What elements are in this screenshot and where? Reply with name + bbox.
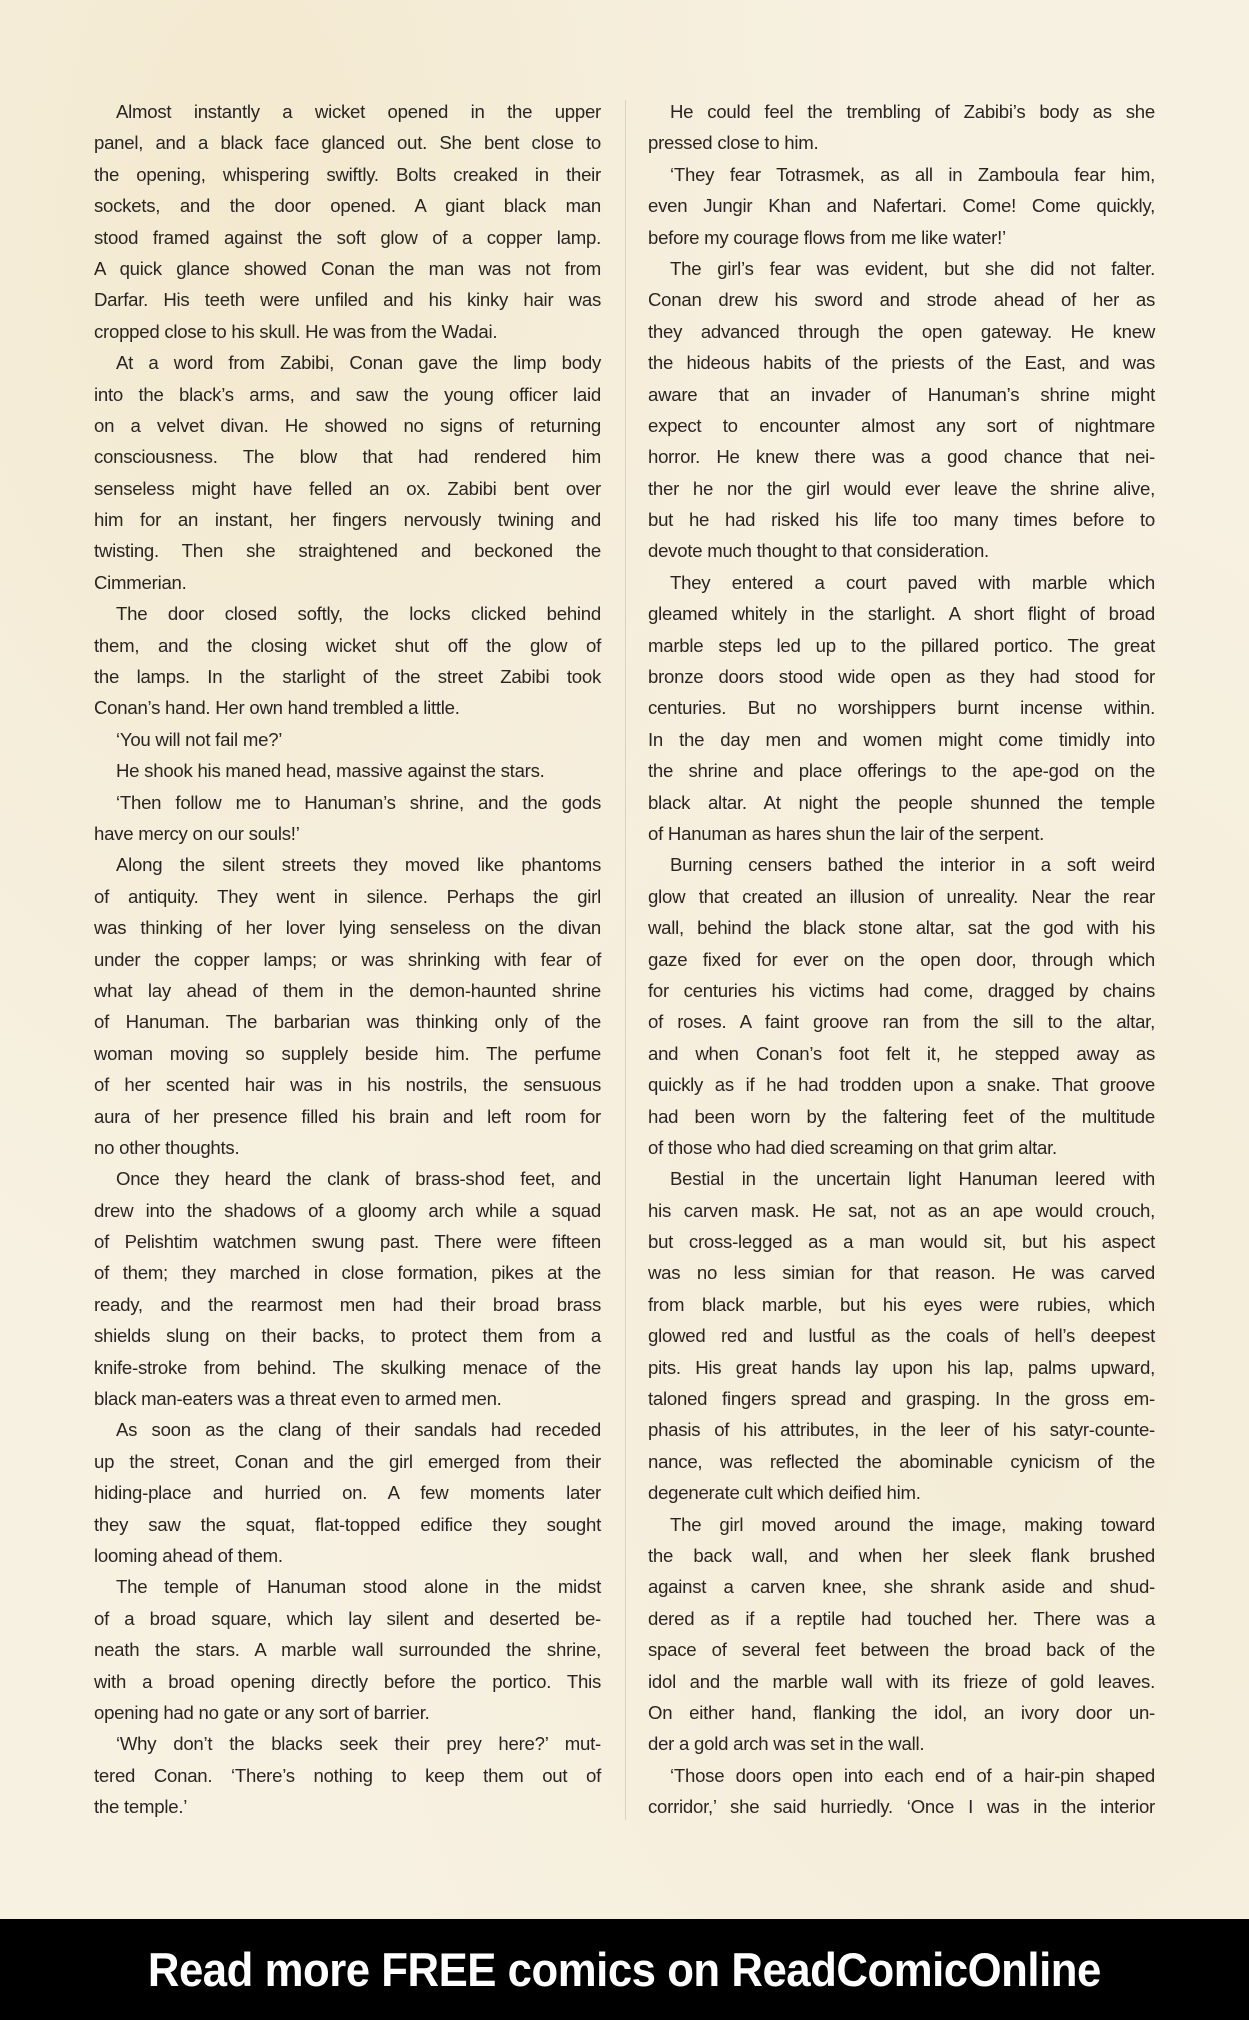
text-line: was thinking of her lover lying senseless on the divan (94, 917, 601, 939)
text-line: ‘You will not fail me?’ (116, 728, 283, 750)
paragraph (94, 755, 601, 786)
text-line: and when Conan’s foot felt it, he stepped away as (648, 1042, 1155, 1064)
text-line: The girl’s fear was evident, but she did not falter. (670, 257, 1155, 279)
text-line: of Hanuman. The barbarian was thinking only of the (94, 1011, 601, 1033)
text-line: Cimmerian. (94, 571, 187, 593)
text-line: him for an instant, her fingers nervously twining and (94, 509, 601, 531)
paragraph (94, 787, 601, 850)
paragraph (648, 1163, 1155, 1508)
paragraph (94, 347, 601, 598)
text-line: ‘Why don’t the blacks seek their prey here?’ mut- (116, 1733, 601, 1755)
text-line: of those who had died screaming on that grim altar. (648, 1136, 1057, 1158)
text-line: the hideous habits of the priests of the East, and was (648, 352, 1155, 374)
text-line: stood framed against the soft glow of a copper lamp. (94, 226, 601, 248)
paragraph (94, 96, 601, 347)
text-line: of roses. A faint groove ran from the sill to the altar, (648, 1011, 1155, 1033)
text-line: of Hanuman as hares shun the lair of the serpent. (648, 822, 1045, 844)
text-line: horror. He knew there was a good chance that nei- (648, 446, 1155, 468)
text-line: In the day men and women might come timidly into (648, 728, 1155, 750)
text-line: hiding-place and hurried on. A few moments later (94, 1482, 601, 1504)
paragraph (648, 849, 1155, 1163)
text-line: of her scented hair was in his nostrils, the sensuous (94, 1074, 601, 1096)
paragraph (94, 724, 601, 755)
text-line: consciousness. The blow that had rendered him (94, 446, 601, 468)
text-line: have mercy on our souls!’ (94, 822, 300, 844)
text-line: for centuries his victims had come, dragged by chains (648, 979, 1155, 1001)
paragraph (94, 1571, 601, 1728)
text-line: shields slung on their backs, to protect them from a (94, 1325, 601, 1347)
text-line: under the copper lamps; or was shrinking with fear of (94, 948, 601, 970)
text-line: Bestial in the uncertain light Hanuman leered with (670, 1168, 1155, 1190)
text-line: tered Conan. ‘There’s nothing to keep them out of (94, 1764, 601, 1786)
text-line: of antiquity. They went in silence. Perhaps the girl (94, 885, 601, 907)
paragraph (94, 1163, 601, 1414)
text-line: space of several feet between the broad back of the (648, 1639, 1155, 1661)
text-line: ready, and the rearmost men had their broad brass (94, 1293, 601, 1315)
text-line: devote much thought to that consideration. (648, 540, 989, 562)
text-line: Once they heard the clank of brass-shod feet, and (116, 1168, 601, 1190)
text-line: neath the stars. A marble wall surrounded the shrine, (94, 1639, 601, 1661)
text-line: The temple of Hanuman stood alone in the midst (116, 1576, 601, 1598)
text-line: corridor,’ she said hurriedly. ‘Once I was in the interior (648, 1796, 1155, 1818)
text-line: der a gold arch was set in the wall. (648, 1733, 925, 1755)
text-line: At a word from Zabibi, Conan gave the limp body (116, 352, 601, 374)
text-line: the back wall, and when her sleek flank brushed (648, 1544, 1155, 1566)
text-line: gleamed whitely in the starlight. A short flight of broad (648, 603, 1155, 625)
text-line: of them; they marched in close formation, pikes at the (94, 1262, 601, 1284)
text-line: Burning censers bathed the interior in a soft weird (670, 854, 1155, 876)
paragraph (94, 1728, 601, 1822)
paragraph (648, 1509, 1155, 1760)
text-line: panel, and a black face glanced out. She bent close to (94, 132, 601, 154)
text-line: but cross-legged as a man would sit, but his aspect (648, 1231, 1155, 1253)
text-line: they advanced through the open gateway. He knew (648, 320, 1155, 342)
text-line: aware that an invader of Hanuman’s shrine might (648, 383, 1155, 405)
text-line: knife-stroke from behind. The skulking menace of the (94, 1356, 601, 1378)
text-line: Along the silent streets they moved like phantoms (116, 854, 601, 876)
text-line: ther he nor the girl would ever leave the shrine alive, (648, 477, 1155, 499)
text-line: gaze fixed for ever on the open door, through which (648, 948, 1155, 970)
text-line: woman moving so supplely beside him. The perfume (94, 1042, 601, 1064)
text-line: drew into the shadows of a gloomy arch while a squad (94, 1199, 601, 1221)
paragraph (648, 253, 1155, 567)
text-line: senseless might have felled an ox. Zabibi bent over (94, 477, 601, 499)
text-line: with a broad opening directly before the portico. This (94, 1670, 601, 1692)
text-line: taloned fingers spread and grasping. In the gross em- (648, 1388, 1155, 1410)
text-line: glow that created an illusion of unreality. Near the rear (648, 885, 1155, 907)
paragraph (94, 849, 601, 1163)
paragraph (648, 1760, 1155, 1823)
text-line: the temple.’ (94, 1796, 188, 1818)
text-line: The door closed softly, the locks clicked behind (116, 603, 601, 625)
text-line: but he had risked his life too many times before to (648, 509, 1155, 531)
text-line: pressed close to him. (648, 132, 819, 154)
text-line: into the black’s arms, and saw the young officer laid (94, 383, 601, 405)
text-line: Darfar. His teeth were unfiled and his kinky hair was (94, 289, 601, 311)
paragraph (648, 96, 1155, 159)
text-line: aura of her presence filled his brain and left room for (94, 1105, 601, 1127)
text-column-left (94, 96, 601, 1822)
text-line: no other thoughts. (94, 1136, 240, 1158)
text-line: against a carven knee, she shrank aside and shud- (648, 1576, 1155, 1598)
text-line: pits. His great hands lay upon his lap, palms upward, (648, 1356, 1155, 1378)
text-line: had been worn by the faltering feet of the multitude (648, 1105, 1155, 1127)
text-line: He shook his maned head, massive against the stars. (116, 760, 545, 782)
text-line: Conan drew his sword and strode ahead of her as (648, 289, 1155, 311)
promo-banner-text[interactable]: Read more FREE comics on ReadComicOnline (148, 1943, 1101, 1996)
text-line: Conan’s hand. Her own hand trembled a little. (94, 697, 460, 719)
text-line: marble steps led up to the pillared portico. The great (648, 634, 1155, 656)
text-line: A quick glance showed Conan the man was not from (94, 257, 601, 279)
text-line: from black marble, but his eyes were rubies, which (648, 1293, 1155, 1315)
text-line: twisting. Then she straightened and beckoned the (94, 540, 601, 562)
text-line: glowed red and lustful as the coals of hell’s deepest (648, 1325, 1155, 1347)
text-line: black altar. At night the people shunned the temple (648, 791, 1155, 813)
text-line: ‘They fear Totrasmek, as all in Zamboula fear him, (670, 163, 1155, 185)
text-line: idol and the marble wall with its frieze of gold leaves. (648, 1670, 1155, 1692)
text-line: the opening, whispering swiftly. Bolts creaked in their (94, 163, 601, 185)
text-line: As soon as the clang of their sandals had receded (116, 1419, 601, 1441)
paragraph (648, 159, 1155, 253)
text-line: They entered a court paved with marble which (670, 571, 1155, 593)
text-line: dered as if a reptile had touched her. There was a (648, 1607, 1155, 1629)
paragraph (648, 567, 1155, 850)
text-line: cropped close to his skull. He was from the Wadai. (94, 320, 498, 342)
text-line: expect to encounter almost any sort of nightmare (648, 414, 1155, 436)
text-line: The girl moved around the image, making toward (670, 1513, 1155, 1535)
text-line: opening had no gate or any sort of barrier. (94, 1701, 430, 1723)
text-line: what lay ahead of them in the demon-haunted shrine (94, 979, 601, 1001)
paragraph (94, 1414, 601, 1571)
paragraph (94, 598, 601, 724)
text-line: looming ahead of them. (94, 1544, 283, 1566)
text-line: ‘Those doors open into each end of a hair-pin shaped (670, 1764, 1155, 1786)
text-line: wall, behind the black stone altar, sat the god with his (648, 917, 1155, 939)
text-line: even Jungir Khan and Nafertari. Come! Come quickly, (648, 195, 1155, 217)
text-line: they saw the squat, flat-topped edifice they sought (94, 1513, 601, 1535)
promo-banner[interactable] (0, 1919, 1249, 2020)
text-line: ‘Then follow me to Hanuman’s shrine, and the gods (116, 791, 601, 813)
text-line: On either hand, flanking the idol, an ivory door un- (648, 1701, 1155, 1723)
column-divider (625, 100, 626, 1820)
text-line: degenerate cult which deified him. (648, 1482, 921, 1504)
text-line: his carven mask. He sat, not as an ape would crouch, (648, 1199, 1155, 1221)
text-line: on a velvet divan. He showed no signs of returning (94, 414, 601, 436)
text-line: phasis of his attributes, in the leer of his satyr-counte- (648, 1419, 1155, 1441)
text-line: of Pelishtim watchmen swung past. There were fifteen (94, 1231, 601, 1253)
text-line: bronze doors stood wide open as they had stood for (648, 666, 1155, 688)
text-line: up the street, Conan and the girl emerged from their (94, 1450, 601, 1472)
text-line: of a broad square, which lay silent and deserted be- (94, 1607, 601, 1629)
text-line: the lamps. In the starlight of the street Zabibi took (94, 666, 601, 688)
text-line: the shrine and place offerings to the ape-god on the (648, 760, 1155, 782)
text-line: black man-eaters was a threat even to armed men. (94, 1388, 502, 1410)
text-line: nance, was reflected the abominable cynicism of the (648, 1450, 1155, 1472)
text-line: Almost instantly a wicket opened in the upper (116, 101, 601, 122)
text-line: sockets, and the door opened. A giant black man (94, 195, 601, 217)
text-line: was no less simian for that reason. He was carved (648, 1262, 1155, 1284)
text-line: them, and the closing wicket shut off the glow of (94, 634, 601, 656)
text-line: before my courage flows from me like water!’ (648, 226, 1006, 248)
text-column-right (648, 96, 1155, 1822)
text-line: quickly as if he had trodden upon a snake. That groove (648, 1074, 1155, 1096)
text-line: centuries. But no worshippers burnt incense within. (648, 697, 1155, 719)
text-line: He could feel the trembling of Zabibi’s body as she (670, 101, 1155, 122)
